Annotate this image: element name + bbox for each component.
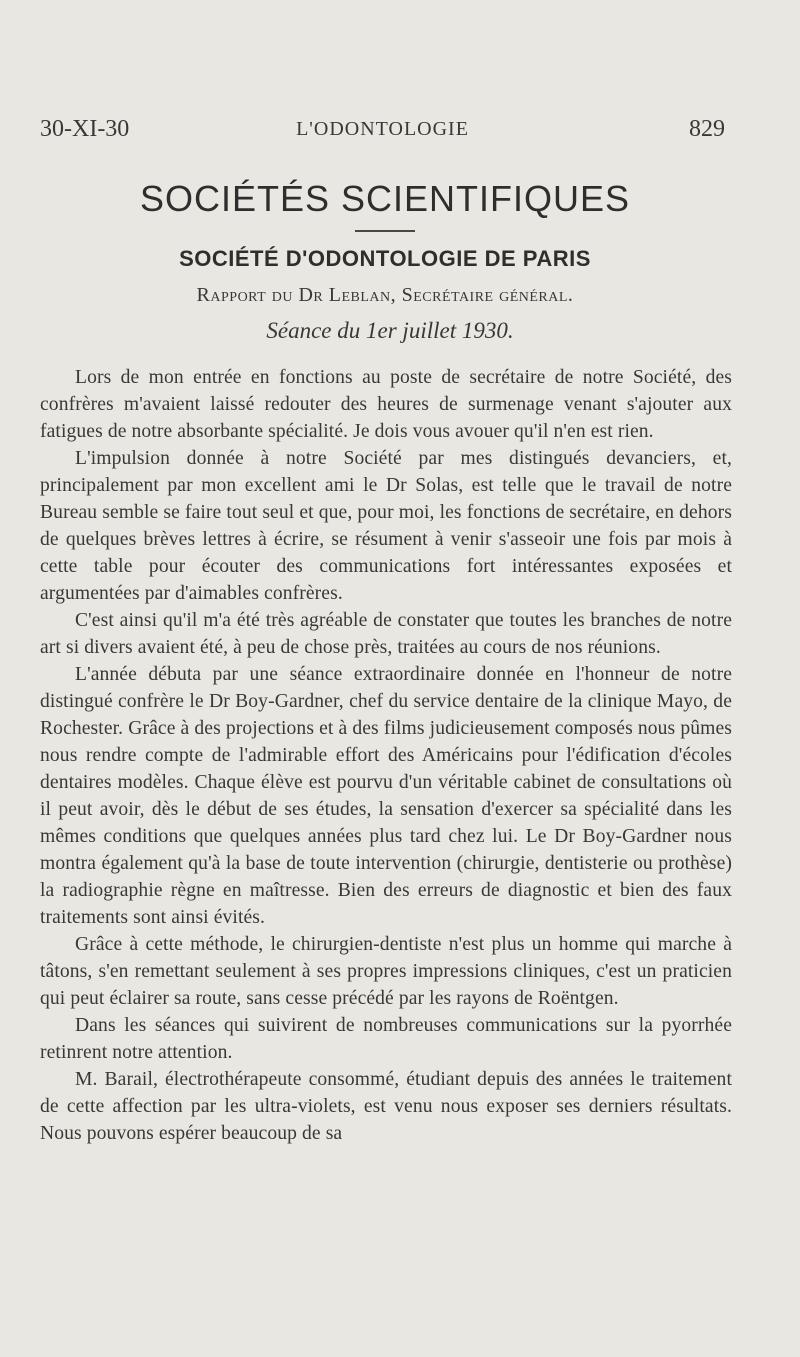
header-page-number: 829 — [689, 116, 725, 142]
paragraph: L'année débuta par une séance extraordinaire donnée en l'honneur de notre distingué confrère le Dr Boy-Gardner, chef du service dentaire de la clinique Mayo, de Rochester. Grâce à des projections et à des films judicieusement composés nous pûmes nous rendre compte de l'admirable effort des Américains pour l'édification d'écoles dentaires modèles. Chaque élève est pourvu d'un véritable cabinet de consultations où il peut avoir, dès le début de ses études, la sensation d'exercer sa spécialité dans les mêmes conditions que quelques années plus tard chez lui. Le Dr Boy-Gardner nous montra également qu'à la base de toute intervention (chirurgie, dentisterie ou prothèse) la radiographie règne en maîtresse. Bien des erreurs de diagnostic et bien des faux traitements sont ainsi évités. — [40, 664, 732, 928]
paragraph: Dans les séances qui suivirent de nombreuses communications sur la pyorrhée retinrent notre attention. — [40, 1015, 732, 1063]
article-body — [40, 364, 732, 1147]
report-byline: Rapport du Dr Leblan, Secrétaire général. — [196, 284, 574, 306]
paragraph: C'est ainsi qu'il m'a été très agréable de constater que toutes les branches de notre art si divers avaient été, à peu de chose près, traitées au cours de nos réunions. — [40, 610, 732, 658]
paragraph: L'impulsion donnée à notre Société par mes distingués devanciers, et, principalement par mon excellent ami le Dr Solas, est telle que le travail de notre Bureau semble se faire tout seul et que, pour moi, les fonctions de secrétaire, en dehors de quelques brèves lettres à écrire, se résument à venir s'asseoir une fois par mois à cette table pour écouter des communications fort intéressantes exposées et argumentées par d'aimables confrères. — [40, 448, 732, 604]
running-header — [40, 116, 725, 148]
section-title: SOCIÉTÉS SCIENTIFIQUES — [139, 178, 631, 219]
header-date: 30-XI-30 — [40, 116, 130, 142]
seance-date: Séance du 1er juillet 1930. — [266, 318, 514, 343]
header-journal-title: L'ODONTOLOGIE — [296, 118, 469, 140]
paragraph: M. Barail, électrothérapeute consommé, étudiant depuis des années le traitement de cette affection par les ultra-violets, est venu nous exposer ses derniers résultats. Nous pouvons espérer beaucoup de sa — [40, 1069, 732, 1144]
paragraph: Lors de mon entrée en fonctions au poste de secrétaire de notre Société, des confrères m'avaient laissé redouter des heures de surmenage venant s'ajouter aux fatigues de notre absorbante spécialité. Je dois vous avouer qu'il n'en est rien. — [40, 367, 732, 442]
paragraph: Grâce à cette méthode, le chirurgien-dentiste n'est plus un homme qui marche à tâtons, s'en remettant seulement à ses propres impressions cliniques, c'est un praticien qui peut éclairer sa route, sans cesse précédé par les rayons de Roëntgen. — [40, 934, 732, 1009]
society-heading: SOCIÉTÉ D'ODONTOLOGIE DE PARIS — [179, 246, 591, 271]
title-divider — [355, 230, 415, 232]
